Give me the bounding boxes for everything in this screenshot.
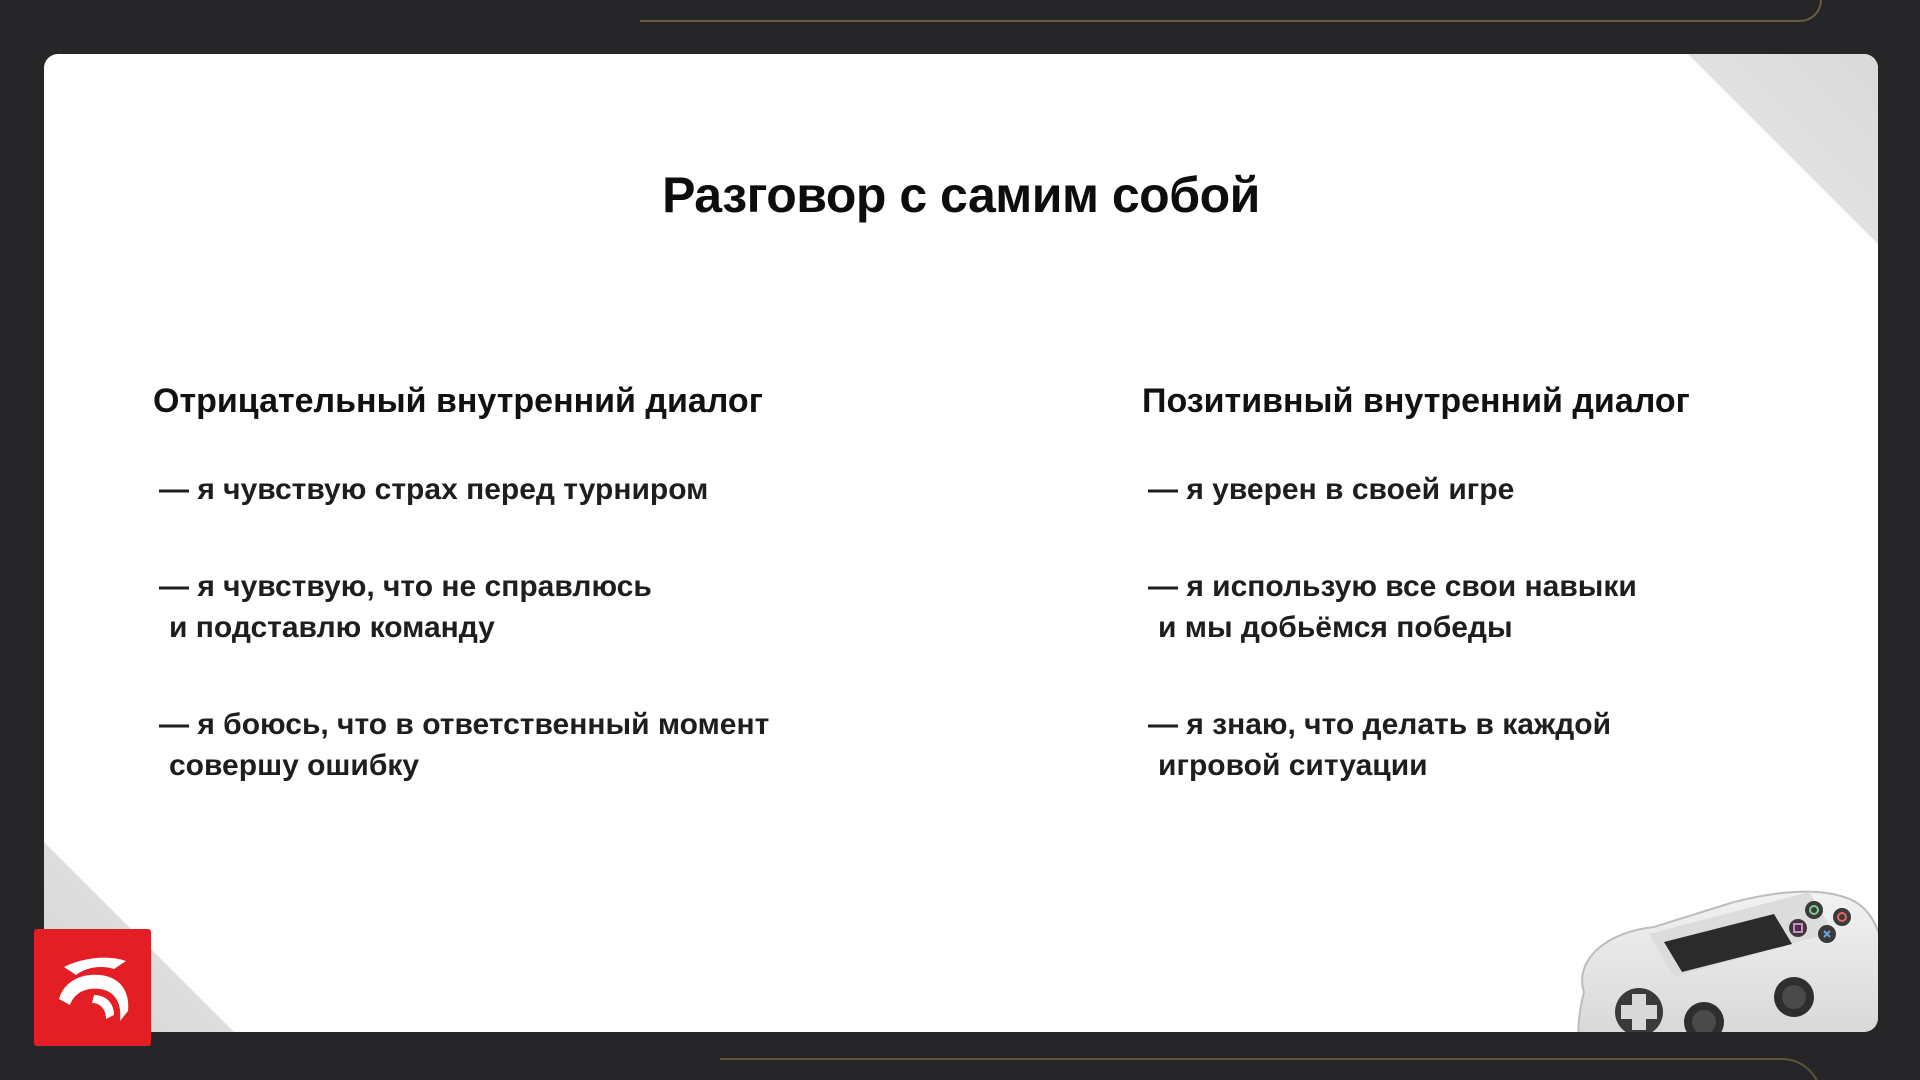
list-item (153, 566, 913, 648)
list-item-line: — я уверен в своей игре (1148, 473, 1515, 506)
list-item-line: — я чувствую страх перед турниром (159, 473, 709, 506)
column-heading: Позитивный внутренний диалог (1142, 382, 1690, 420)
list-item-line: — я использую все свои навыки (1148, 570, 1637, 603)
list-item-line: и мы добьёмся победы (1158, 611, 1513, 644)
brand-logo-icon (34, 929, 151, 1046)
list-item-line: — я боюсь, что в ответственный момент (159, 708, 770, 741)
decorative-gold-line-top (640, 0, 1822, 22)
list-item-line: совершу ошибку (169, 749, 420, 782)
gamepad-icon (1544, 872, 1878, 1032)
positive-dialog-column (1142, 382, 1878, 842)
list-item-line: — я знаю, что делать в каждой (1148, 708, 1612, 741)
list-item-line: и подставлю команду (169, 611, 495, 644)
list-item (153, 704, 913, 786)
decorative-gold-line-bottom (720, 1058, 1822, 1080)
negative-dialog-column (153, 382, 913, 842)
column-heading: Отрицательный внутренний диалог (153, 382, 763, 420)
slide-title: Разговор с самим собой (662, 167, 1260, 223)
list-item (153, 469, 913, 510)
list-item (1142, 469, 1878, 510)
list-item (1142, 566, 1878, 648)
list-item (1142, 704, 1878, 786)
slide (44, 54, 1878, 1032)
list-item-line: — я чувствую, что не справлюсь (159, 570, 652, 603)
list-item-line: игровой ситуации (1158, 749, 1428, 782)
